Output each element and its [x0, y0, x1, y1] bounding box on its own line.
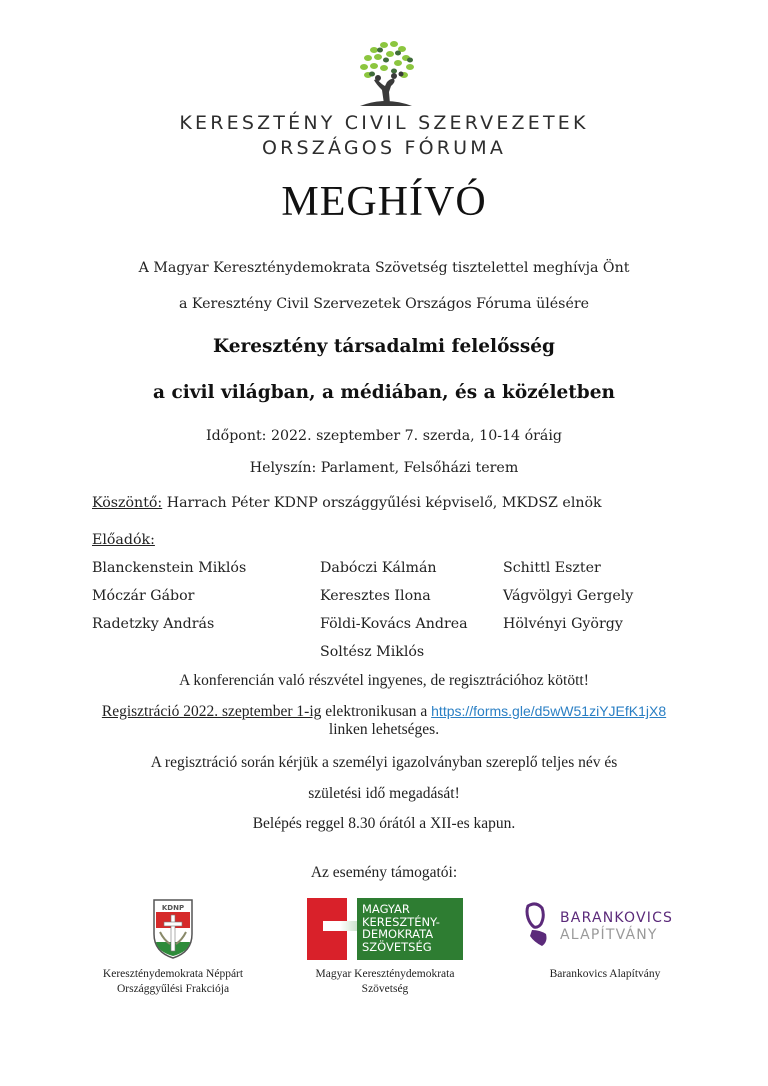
speaker: Dabóczi Kálmán: [320, 560, 437, 576]
topic-line1: Keresztény társadalmi felelősség: [213, 336, 555, 357]
mkdsz-logo-line: DEMOKRATA: [362, 927, 434, 941]
speaker: Blanckenstein Miklós: [92, 560, 247, 576]
barankovics-caption: [510, 967, 700, 982]
topic-line2: a civil világban, a médiában, és a közéletben: [153, 382, 615, 403]
speaker: Vágvölgyi Gergely: [503, 588, 634, 604]
barankovics-logo-line1: BARANKOVICS: [560, 910, 674, 926]
mkdsz-logo-line: SZÖVETSÉG: [362, 939, 432, 954]
id-note-line1: A regisztráció során kérjük a személyi igazolványban szereplő teljes név és: [150, 754, 618, 771]
org-name-line2: ORSZÁGOS FÓRUMA: [261, 137, 507, 159]
mkdsz-cross-bar: [323, 921, 357, 931]
speaker: Földi-Kovács Andrea: [320, 616, 468, 632]
kdnp-logo-text: KDNP: [161, 904, 185, 912]
barankovics-portrait-icon: [520, 902, 552, 948]
mkdsz-logo: [307, 898, 463, 960]
speaker: Keresztes Ilona: [320, 588, 431, 604]
intro-line1: A Magyar Kereszténydemokrata Szövetség tisztelettel meghívja Önt: [138, 260, 630, 276]
kdnp-caption-line1: Kereszténydemokrata Néppárt: [102, 968, 244, 980]
barankovics-logo-line2: ALAPÍTVÁNY: [560, 927, 658, 943]
kdnp-caption: [60, 967, 286, 997]
mkdsz-logo-text: [362, 903, 440, 953]
greeting-label: Köszöntő:: [92, 495, 163, 511]
greeting-text: Harrach Péter KDNP országgyűlési képviselő, MKDSZ elnök: [162, 495, 602, 511]
page-title: MEGHÍVÓ: [281, 179, 487, 225]
registration-link[interactable]: https://forms.gle/d5wW51ziYJEfK1jX8: [431, 703, 667, 719]
mkdsz-caption-line1: Magyar Kereszténydemokrata: [315, 968, 455, 980]
intro-line2: a Keresztény Civil Szervezetek Országos Fóruma ülésére: [178, 296, 590, 312]
registration-possible: linken lehetséges.: [328, 721, 440, 738]
event-place: Helyszín: Parlament, Felsőházi terem: [249, 460, 519, 476]
sponsors-heading: Az esemény támogatói:: [310, 864, 458, 881]
speaker: Schittl Eszter: [503, 560, 601, 576]
barankovics-caption-line1: Barankovics Alapítvány: [549, 968, 661, 980]
registration-line: [0, 703, 768, 721]
speaker: Soltész Miklós: [320, 644, 425, 660]
mkdsz-caption: [290, 967, 480, 997]
speaker: Hölvényi György: [503, 616, 623, 632]
mkdsz-logo-line: KERESZTÉNY-: [362, 914, 440, 929]
speakers-label: Előadók:: [92, 532, 155, 548]
mkdsz-caption-line2: Szövetség: [361, 983, 409, 995]
kdnp-caption-line2: Országgyűlési Frakciója: [116, 983, 230, 995]
tree-logo-icon: [354, 38, 418, 108]
org-name-line1: KERESZTÉNY CIVIL SZERVEZETEK: [179, 112, 589, 134]
kdnp-shield-logo-icon: [152, 898, 194, 960]
registration-deadline: Regisztráció 2022. szeptember 1-ig: [101, 703, 322, 720]
entry-note: Belépés reggel 8.30 órától a XII-es kapun.: [252, 815, 516, 832]
speaker: Radetzky András: [92, 616, 215, 632]
barankovics-logo-text: [560, 910, 673, 944]
registration-electronic: elektronikusan a: [321, 703, 432, 720]
free-participation-note: A konferencián való részvétel ingyenes, de regisztrációhoz kötött!: [179, 672, 589, 689]
mkdsz-logo-line: MAGYAR: [362, 902, 410, 916]
speaker: Móczár Gábor: [92, 588, 195, 604]
greeting: [92, 495, 602, 511]
id-note-line2: születési idő megadását!: [308, 785, 460, 802]
event-time: Időpont: 2022. szeptember 7. szerda, 10-14 óráig: [205, 428, 562, 444]
